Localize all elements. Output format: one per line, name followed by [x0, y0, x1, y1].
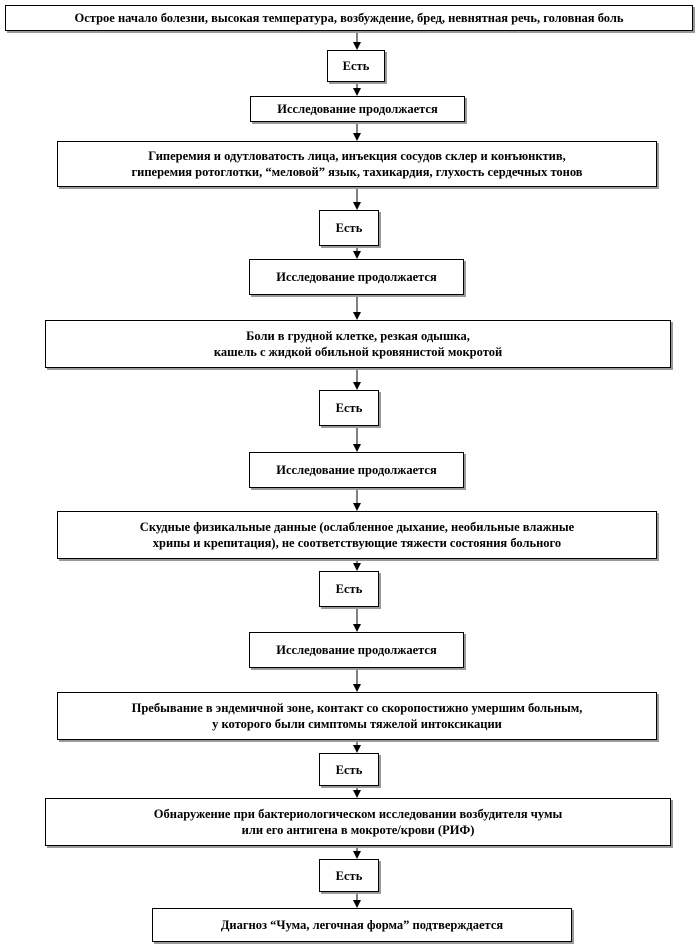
flow-node-present-6: Есть [319, 859, 379, 892]
flow-node-endemic-contact: Пребывание в эндемичной зоне, контакт со скоропостижно умершим больным, у которого были симптомы тяжелой интоксикации [57, 692, 657, 740]
flow-node-physical-findings: Скудные физикальные данные (ослабленное дыхание, необильные влажные хрипы и крепитация), не соответствующие тяжести состояния больного [57, 511, 657, 559]
flow-node-present-5: Есть [319, 753, 379, 786]
flow-node-present-1: Есть [327, 50, 385, 82]
flow-node-continue-3: Исследование продолжается [249, 452, 464, 488]
flow-node-present-2: Есть [319, 210, 379, 246]
flow-node-present-3: Есть [319, 390, 379, 426]
flow-node-symptoms-onset: Острое начало болезни, высокая температура, возбуждение, бред, невнятная речь, головная боль [5, 5, 693, 31]
flow-node-diagnosis-confirmed: Диагноз “Чума, легочная форма” подтверждается [152, 908, 572, 942]
flow-node-face-signs: Гиперемия и одутловатость лица, инъекция сосудов склер и конъюнктив, гиперемия ротоглотки, “меловой” язык, тахикардия, глухость сердечных тонов [57, 141, 657, 187]
flow-node-continue-2: Исследование продолжается [249, 259, 464, 295]
flow-node-continue-1: Исследование продолжается [250, 96, 465, 122]
flow-node-chest-signs: Боли в грудной клетке, резкая одышка, кашель с жидкой обильной кровянистой мокротой [45, 320, 671, 368]
flow-node-present-4: Есть [319, 571, 379, 607]
flow-node-continue-4: Исследование продолжается [249, 632, 464, 668]
flow-node-lab-detection: Обнаружение при бактериологическом исследовании возбудителя чумы или его антигена в мокроте/крови (РИФ) [45, 798, 671, 846]
